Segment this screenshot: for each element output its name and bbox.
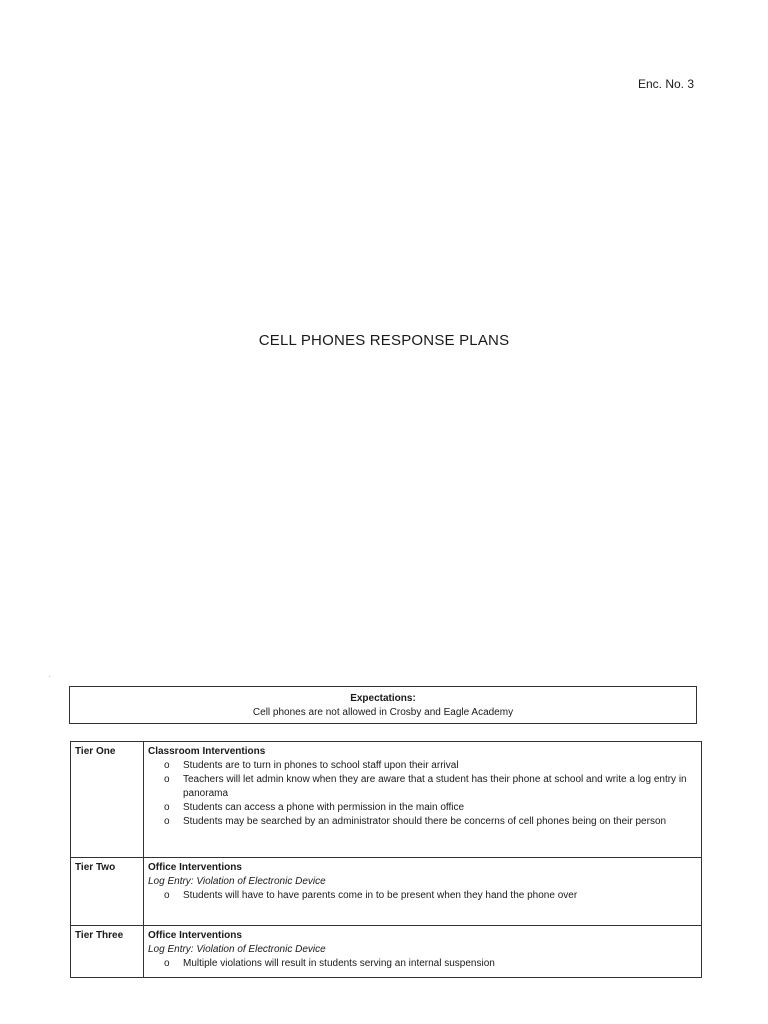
intervention-heading: Classroom Interventions [148,746,266,757]
intervention-heading: Office Interventions [148,862,242,873]
item-text: Students are to turn in phones to school staff upon their arrival [183,760,459,771]
list-item [164,815,697,829]
document-title: CELL PHONES RESPONSE PLANS [258,332,510,349]
intervention-list [148,759,697,829]
list-item [164,801,697,815]
tier-label: Tier One [71,742,144,858]
list-item [164,889,697,903]
expectations-heading: Expectations: [350,693,416,704]
item-text: Teachers will let admin know when they are aware that a student has their phone at school and write a log entry in panorama [183,774,687,799]
scan-speck [49,676,50,677]
intervention-list [148,957,697,971]
tier-row-three [71,926,702,978]
bullet-icon: o [164,816,170,827]
list-item [164,957,697,971]
log-entry: Log Entry: Violation of Electronic Device [148,944,326,955]
bullet-icon: o [164,760,170,771]
enclosure-number: Enc. No. 3 [638,77,695,91]
tier-content [144,926,702,978]
item-text: Multiple violations will result in students serving an internal suspension [183,958,495,969]
tier-content [144,858,702,926]
tier-content [144,742,702,858]
intervention-list [148,889,697,903]
item-text: Students may be searched by an administrator should there be concerns of cell phones being on their person [183,816,667,827]
bullet-icon: o [164,890,170,901]
tier-row-one [71,742,702,858]
expectations-text: Cell phones are not allowed in Crosby and Eagle Academy [252,707,514,718]
bullet-icon: o [164,958,170,969]
log-entry: Log Entry: Violation of Electronic Device [148,876,326,887]
bullet-icon: o [164,802,170,813]
intervention-heading: Office Interventions [148,930,242,941]
item-text: Students can access a phone with permission in the main office [183,802,465,813]
expectations-box [69,686,697,724]
list-item [164,759,697,773]
tier-label: Tier Three [71,926,144,978]
item-text: Students will have to have parents come in to be present when they hand the phone over [183,890,578,901]
tier-table [70,741,702,978]
tier-row-two [71,858,702,926]
bullet-icon: o [164,774,170,785]
list-item [164,773,697,801]
tier-label: Tier Two [71,858,144,926]
